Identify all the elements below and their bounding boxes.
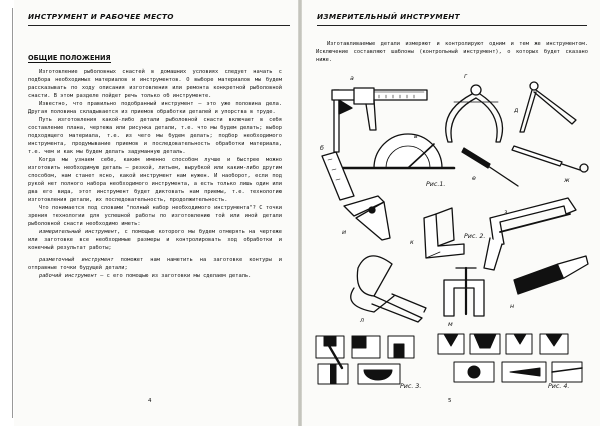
right-page bbox=[302, 0, 600, 426]
scriber-drawing bbox=[462, 148, 518, 186]
figure-letter: в bbox=[414, 133, 418, 140]
awl-drawing bbox=[512, 146, 588, 172]
figure-letter: к bbox=[410, 239, 414, 246]
protractor-drawing bbox=[334, 134, 454, 168]
figure-letter: м bbox=[448, 321, 453, 328]
list-term: измерительный инструмент bbox=[39, 229, 118, 235]
figure-letter: ж bbox=[564, 177, 570, 184]
header-rule-right bbox=[317, 25, 587, 26]
clamp-drawing bbox=[444, 268, 484, 316]
figure-letter: а bbox=[350, 75, 354, 82]
figure-caption: Рис.1. bbox=[426, 181, 446, 188]
outside-caliper-drawing bbox=[446, 85, 503, 142]
paragraph: Изготавливаемые детали измеряют и контролируют одним и тем же инструментом. Исключение составляют шаблоны (контрольный инструмент), о которых будет сказано ниже. bbox=[316, 41, 588, 63]
figure-letter: и bbox=[342, 229, 347, 236]
right-body-text bbox=[316, 40, 588, 64]
figure-letter: н bbox=[510, 303, 515, 310]
running-head-left: ИНСТРУМЕНТ И РАБОЧЕЕ МЕСТО bbox=[28, 12, 174, 21]
list-text: , с помощью которого мы будем отмерять на чертеже или заготовке все необходимые размеры и контролировать ход обработки и конечный результат работы; bbox=[28, 229, 282, 251]
paragraph: Известно, что правильно подобранный инструмент – это уже половина дела. Другая половина складывается из приемов обработки деталей и упорства в труде. bbox=[28, 101, 282, 115]
figure-caption: Рис. 3. bbox=[400, 383, 422, 390]
paragraph: Изготовление рыболовных снастей в домашних условиях следует начать с подбора необходимых материалов и инструментов. О выборе материалов мы будем рассказывать по ходу описания изготовления или ремонта конкретной рыболовной снасти. В этом разделе пойдет речь только об инструменте. bbox=[28, 69, 282, 99]
figure-letter: л bbox=[360, 317, 365, 324]
figure-letter: б bbox=[320, 145, 324, 152]
try-square-drawing bbox=[344, 196, 390, 240]
page-number-right: 5 bbox=[448, 398, 452, 404]
hacksaw-drawing bbox=[484, 198, 576, 270]
list-item bbox=[28, 228, 282, 252]
angle-block-drawing bbox=[424, 208, 464, 258]
list-term: разметочный инструмент bbox=[39, 257, 114, 263]
paragraph: Когда мы узнаем себе, каким именно способом лучше и быстрее можно изготовить необходимую деталь – резкой, литьем, вырубкой или каким-либо другим способом, нам станет ясно, какой инструмент нам нужен. И наоборот, если под рукой нет полного набора необходимого инструмента, а есть только лишь один или два его вида, этот инструмент будет диктовать нам приемы, т.е. технологию изготовления детали, их последовательность, продолжительность. bbox=[28, 157, 282, 203]
list-text: поможет нам наметить на заготовке контуры и отправные точки будущей детали; bbox=[28, 257, 283, 271]
header-rule-left bbox=[28, 25, 290, 26]
paragraph: Что понимается под словами "полный набор необходимого инструмента"? С точки зрения технологии для успешной работы по изготовлению той или иной детали рыболовной снасти необходимо иметь: bbox=[28, 205, 282, 227]
paragraph: Путь изготовления какой-либо детали рыболовной снасти включает в себя составление плана, чертежа или рисунка детали, т.е. что мы будем делать; выбор подходящего материала, т.е. из чего мы будем делать; подбор необходимого инструмента, продумывание приемов и последовательность обработки материала, т.е. чем и как мы будем делать задуманную деталь. bbox=[28, 117, 282, 155]
running-head-right: ИЗМЕРИТЕЛЬНЫЙ ИНСТРУМЕНТ bbox=[317, 12, 460, 21]
left-body-text bbox=[28, 68, 282, 280]
tools-illustration bbox=[314, 68, 590, 390]
figure-letter: е bbox=[472, 175, 476, 182]
figure-letter: з bbox=[504, 209, 508, 216]
figure-letter: д bbox=[514, 107, 519, 114]
tin-snips-drawing bbox=[351, 256, 426, 322]
left-page bbox=[0, 0, 298, 426]
file-drawing bbox=[514, 256, 588, 294]
list-item bbox=[28, 272, 282, 280]
list-term: рабочий инструмент bbox=[39, 273, 97, 279]
section-title: ОБЩИЕ ПОЛОЖЕНИЯ bbox=[28, 54, 111, 62]
divider-drawing bbox=[520, 82, 576, 132]
profile-cuts-drawing bbox=[316, 336, 414, 384]
figure-caption: Рис. 2. bbox=[464, 233, 486, 240]
ruler-drawing bbox=[322, 152, 354, 200]
page-number-left: 4 bbox=[148, 398, 152, 404]
figure-letter: г bbox=[464, 73, 468, 80]
list-text: – с его помощью из заготовки мы сделаем деталь. bbox=[96, 273, 252, 279]
templates-drawing bbox=[438, 334, 582, 382]
list-item bbox=[28, 256, 282, 272]
figure-caption: Рис. 4. bbox=[548, 383, 570, 390]
